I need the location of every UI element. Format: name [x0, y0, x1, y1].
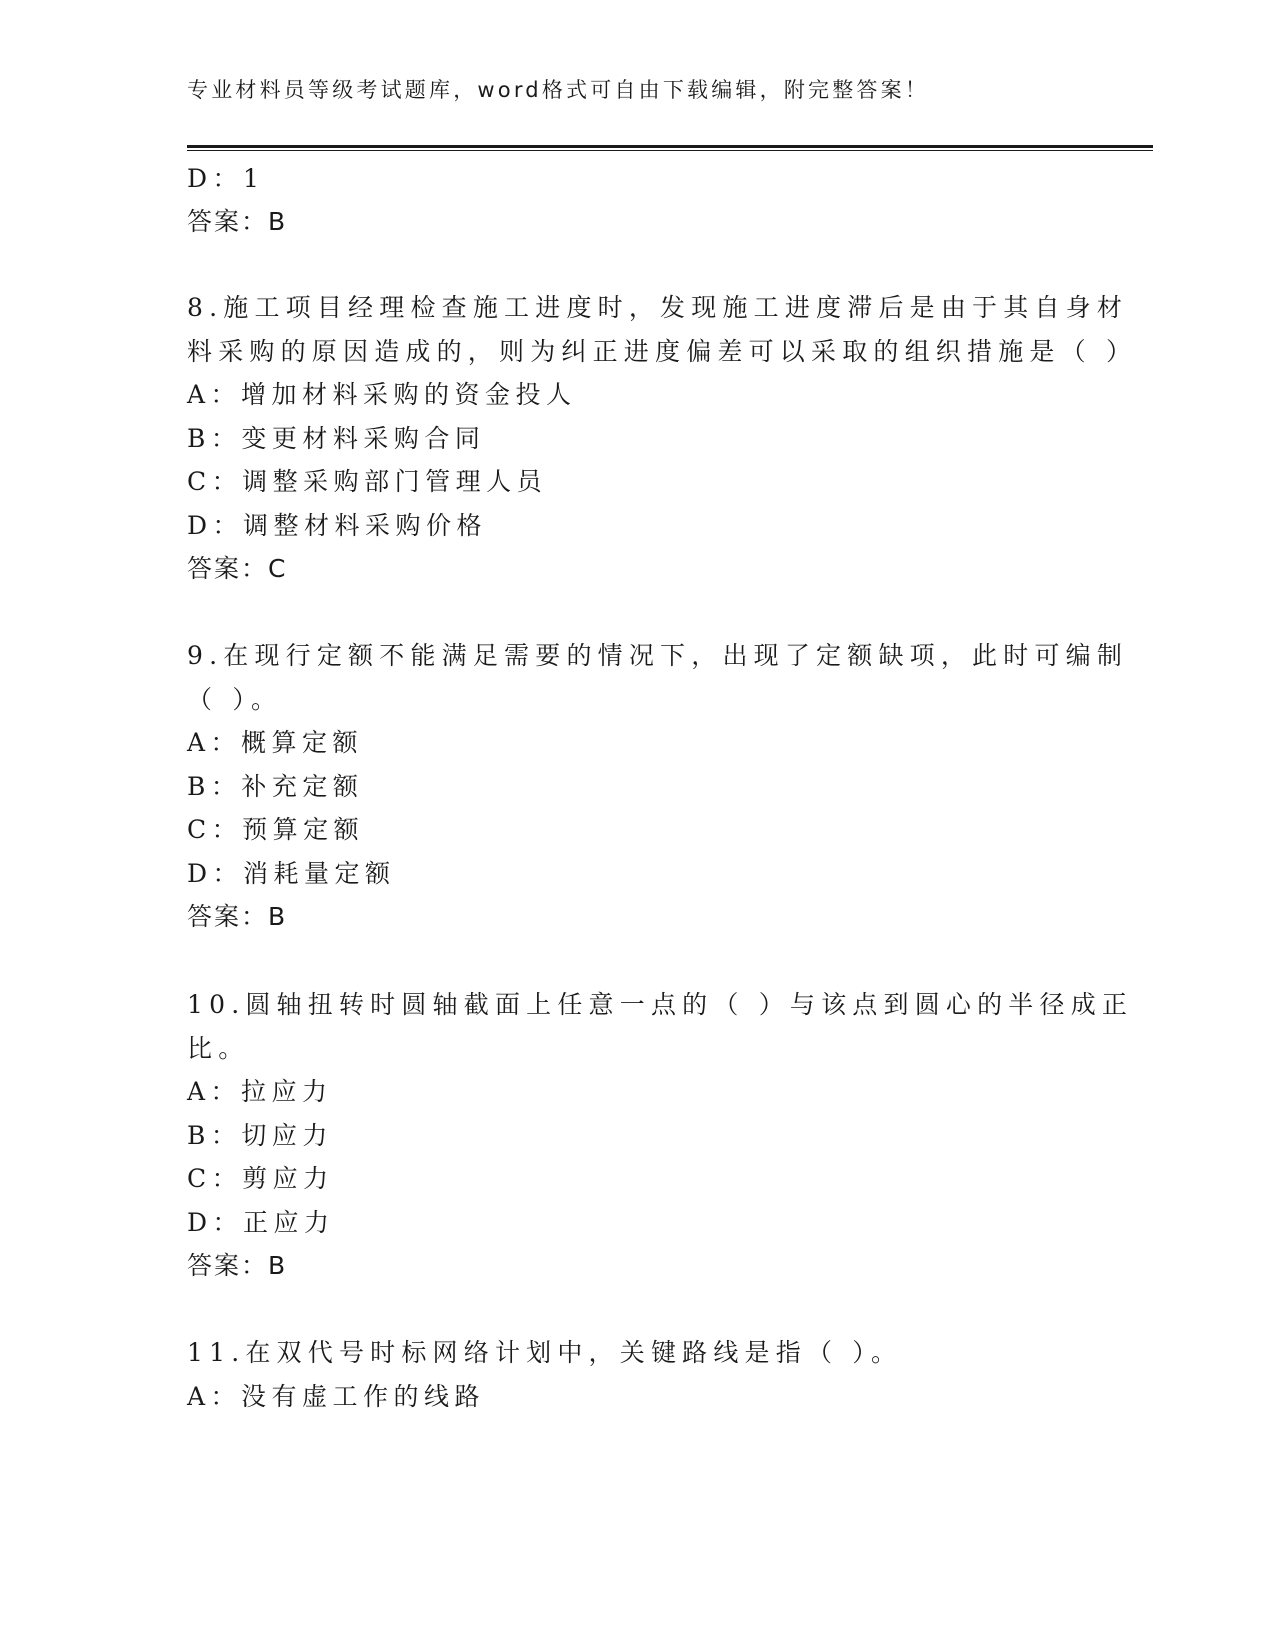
question-10-option-a: A：拉应力 [187, 1077, 333, 1106]
question-11-line-1: 11.在双代号时标网络计划中，关键路线是指（ ）。 [187, 1338, 903, 1367]
question-10-option-d: D：正应力 [187, 1208, 335, 1237]
prev-option-d: D：1 [187, 164, 265, 193]
question-8-line-1: 8.施工项目经理检查施工进度时，发现施工进度滞后是由于其自身材 [187, 293, 1129, 322]
question-10-option-b: B：切应力 [187, 1121, 333, 1150]
question-9-option-d: D：消耗量定额 [187, 859, 396, 888]
header-divider-thick [187, 145, 1153, 148]
question-9-option-b: B：补充定额 [187, 772, 364, 801]
page-header: 专业材料员等级考试题库，word格式可自由下载编辑，附完整答案！ [187, 78, 930, 102]
question-8-answer: 答案：C [187, 554, 288, 583]
header-divider-thin [187, 150, 1153, 151]
question-8-option-c: C：调整采购部门管理人员 [187, 467, 548, 496]
question-9-line-2: （ ）。 [187, 685, 283, 714]
question-9-option-a: A：概算定额 [187, 728, 364, 757]
question-9-option-c: C：预算定额 [187, 815, 365, 844]
question-10-line-2: 比。 [187, 1034, 250, 1063]
question-8-option-a: A：增加材料采购的资金投人 [187, 380, 577, 409]
question-10-answer: 答案：B [187, 1251, 288, 1280]
question-9-line-1: 9.在现行定额不能满足需要的情况下，出现了定额缺项，此时可编制 [187, 641, 1129, 670]
question-11-option-a: A：没有虚工作的线路 [187, 1382, 486, 1411]
question-10-line-1: 10.圆轴扭转时圆轴截面上任意一点的（ ）与该点到圆心的半径成正 [187, 990, 1134, 1019]
question-8-line-2: 料采购的原因造成的，则为纠正进度偏差可以采取的组织措施是（ ） [187, 337, 1138, 366]
question-10-option-c: C：剪应力 [187, 1164, 334, 1193]
question-8-option-d: D：调整材料采购价格 [187, 511, 488, 540]
question-9-answer: 答案：B [187, 902, 288, 931]
prev-answer: 答案：B [187, 207, 288, 236]
question-8-option-b: B：变更材料采购合同 [187, 424, 486, 453]
